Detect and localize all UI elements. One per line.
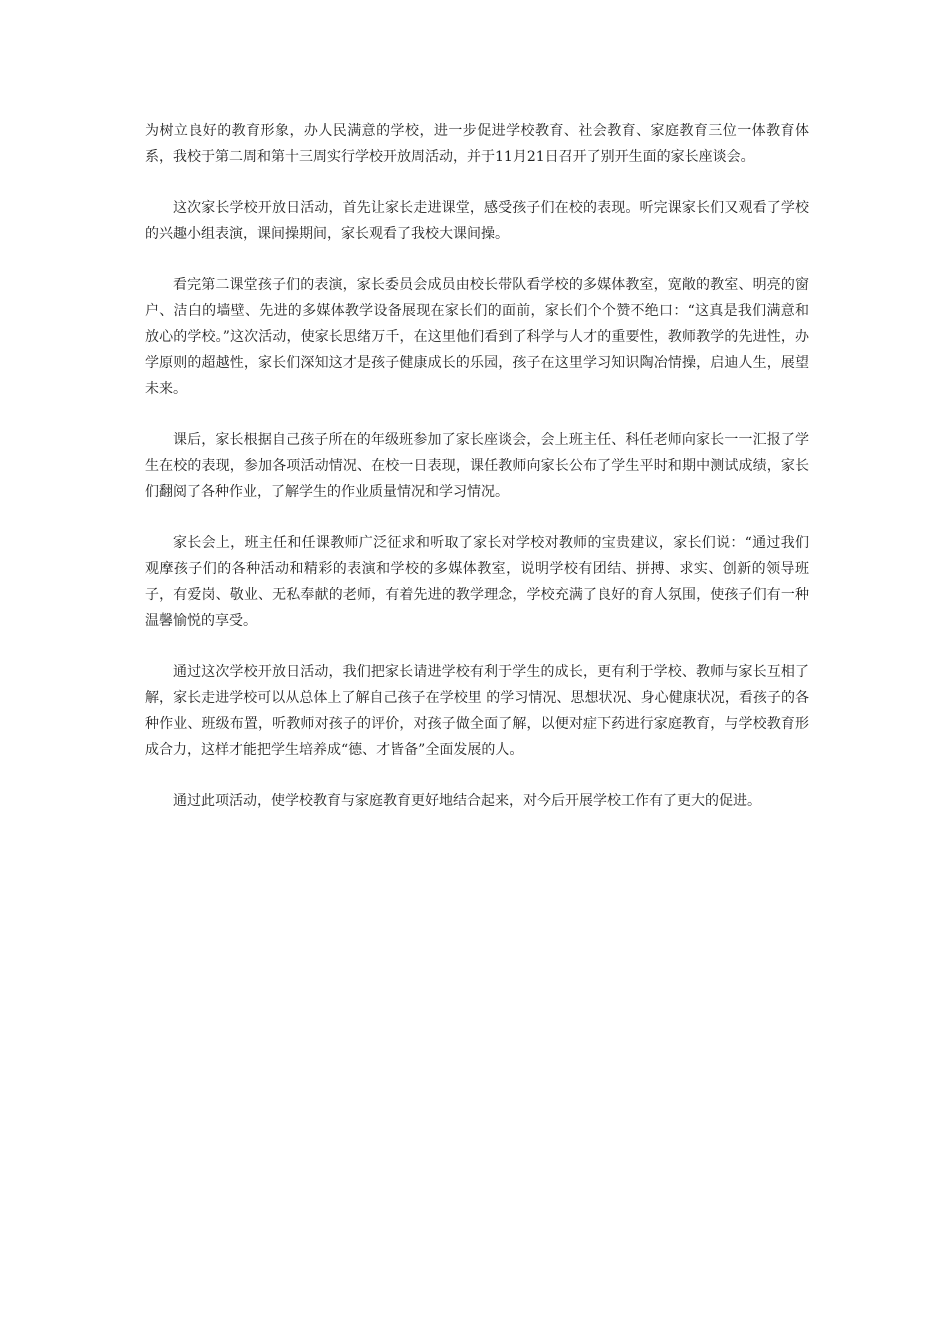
paragraph-multimedia-tour: 看完第二课堂孩子们的表演，家长委员会成员由校长带队看学校的多媒体教室，宽敞的教室、明亮的窗户、洁白的墙壁、先进的多媒体教学设备展现在家长们的面前，家长们个个赞不绝口：“这真是我们满意和放心的学校。”这次活动，使家长思绪万千，在这里他们看到了科学与人才的重要性，教师教学的先进性，办学原则的超越性，家长们深知这才是孩子健康成长的乐园，孩子在这里学习知识陶冶情操，启迪人生，展望未来。 (145, 277, 809, 397)
paragraph-parent-meeting: 课后，家长根据自己孩子所在的年级班参加了家长座谈会，会上班主任、科任老师向家长一一汇报了学生在校的表现，参加各项活动情况、在校一日表现，课任教师向家长公布了学生平时和期中测试成绩，家长们翻阅了各种作业，了解学生的作业质量情况和学习情况。 (145, 432, 809, 500)
paragraph-conclusion: 通过此项活动，使学校教育与家庭教育更好地结合起来，对今后开展学校工作有了更大的促进。 (173, 793, 761, 809)
paragraph-parent-feedback: 家长会上，班主任和任课教师广泛征求和听取了家长对学校对教师的宝贵建议，家长们说：“通过我们观摩孩子们的各种活动和精彩的表演和学校的多媒体教室，说明学校有团结、拼搏、求实、创新的领导班子，有爱岗、敬业、无私奉献的老师，有着先进的教学理念，学校充满了良好的育人氛围，使孩子们有一种温馨愉悦的享受。 (145, 535, 809, 629)
paragraph-benefits: 通过这次学校开放日活动，我们把家长请进学校有利于学生的成长，更有利于学校、教师与家长互相了解，家长走进学校可以从总体上了解自己孩子在学校里 的学习情况、思想状况、身心健康状况，看孩子的各种作业、班级布置，听教师对孩子的评价，对孩子做全面了解，以便对症下药进行家庭教育，与学校教育形成合力，这样才能把学生培养成“德、才皆备”全面发展的人。 (145, 664, 809, 758)
paragraph-intro: 为树立良好的教育形象，办人民满意的学校，进一步促进学校教育、社会教育、家庭教育三位一体教育体系，我校于第二周和第十三周实行学校开放周活动，并于11月21日召开了别开生面的家长座谈会。 (145, 123, 809, 165)
paragraph-open-day: 这次家长学校开放日活动，首先让家长走进课堂，感受孩子们在校的表现。听完课家长们又观看了学校的兴趣小组表演，课间操期间，家长观看了我校大课间操。 (145, 200, 809, 242)
document-body (145, 118, 809, 839)
